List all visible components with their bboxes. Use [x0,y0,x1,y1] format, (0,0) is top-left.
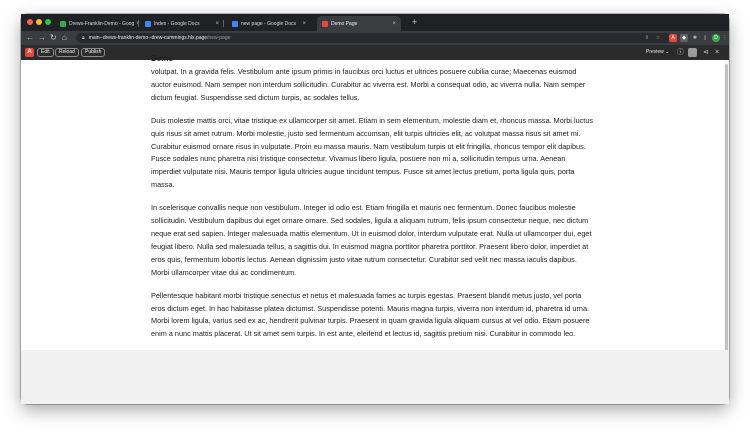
url-path: /new-page [207,35,231,41]
close-icon[interactable]: × [715,49,720,56]
tab-demo-page[interactable] [317,16,401,31]
edit-button[interactable]: Edit [37,48,54,57]
sidekick-bar [21,45,729,60]
minimize-window-icon[interactable] [36,19,42,25]
tab-index-google-docs[interactable] [140,16,224,31]
preview-dropdown[interactable] [646,49,669,55]
paragraph: Duis molestie mattis orci, vitae tristique ex ullamcorper sit amet. Etiam in sem elementum, molestie diam et, rhoncus massa. Morbi luctus quis risus sit amet rutrum. Morbi molestie, justo sed fermentum accumsan, elit turpis ultricies elit, ac volutpat massa risus sit amet mi. Curabitur euismod ornare risus in vulputate. Proin eu massa mauris. Nam vestibulum turpis ut elit fringilla, rhoncus tempor elit dapibus. Fusce sodales nunc pharetra nisi tristique consectetur. Vivamus libero ligula, posuere non mi a, sollicitudin tempus urna. Aenean imperdiet vulputate nisi. Mauris tempor ligula ultricies augue tincidunt tempus. Fusce sit amet lectus pretium, porta ligula quis, porta massa. [151,115,594,190]
forward-icon[interactable]: → [38,33,46,42]
docs-icon [145,21,151,27]
sidekick-extension-icon[interactable]: A [669,34,677,42]
tab-close-icon[interactable]: × [215,20,219,27]
close-window-icon[interactable] [27,19,33,25]
paragraph: In scelerisque convallis neque non vestibulum. Integer id odio est. Etiam fringilla et mauris nec fermentum. Donec faucibus molestie sollicitudin. Vestibulum dapibus dui eget ornare ornare. Sed sodales, ligula a aliquam rutrum, felis ipsum consectetur neque, nec dictum neque erat sed sapien. Integer malesuada mattis elementum. Ut in euismod dolor, interdum vulputate erat. Nulla ut ullamcorper dui, eget feugiat libero. Nulla sed malesuada tellus, a sagittis dui. In euismod magna porttitor pharetra porttitor. Praesent libero dolor, imperdiet at eros quis, fermentum lobortis lectus. Aenean dignissim justo vitae rutrum consectetur. Curabitur sed velit nec massa iaculis dapibus. Morbi ullamcorper vitae dui ac condimentum. [151,203,592,277]
tab-new-page-google-docs[interactable] [227,16,311,31]
new-tab-icon[interactable]: + [412,17,418,27]
drive-icon [60,21,66,27]
browser-toolbar [21,31,729,45]
page-heading: Demo [151,54,174,63]
maximize-window-icon[interactable] [45,19,51,25]
article-body [151,66,597,351]
share-icon[interactable]: ⇪ [644,35,650,41]
reload-button[interactable]: Reload [55,48,79,57]
publish-button[interactable]: Publish [81,48,105,57]
reload-icon[interactable]: ↻ [50,33,57,42]
app-logo-icon[interactable]: A [25,48,34,57]
extension-icon[interactable]: ◆ [680,34,688,42]
paragraph: volutpat. In a gravida felis. Vestibulum ante ipsum primis in faucibus orci luctus et ultrices posuere cubilia curae; Maecenas euismod auctor euismod. Nam semper non interdum sollicitudin. Curabitur ac viverra est. Morbi a consequat odio, ac viverra nulla. Nam semper dictum feugiat. Suspendisse sed dictum turpis, ac sodales tellus. [151,67,586,102]
user-avatar[interactable] [688,48,697,57]
tab-separator [223,20,224,27]
profile-avatar[interactable]: D [712,34,720,42]
side-panel-icon[interactable]: ▯ [703,35,707,41]
info-icon[interactable]: ⓘ [677,49,684,56]
puzzle-extensions-icon[interactable]: ✱ [692,35,698,41]
url-host: main--drews-franklin-demo--drew-cummings.hlx.page [88,35,208,41]
docs-icon [232,21,238,27]
page-content [21,54,729,396]
paragraph: Pellentesque habitant morbi tristique senectus et netus et malesuada fames ac turpis egestas. Praesent blandit metus justo, vel porta eros dictum eget. In hac habitasse platea dictumst. Suspendisse potenti. Mauris magna turpis, viverra non interdum id, pharetra id urna. Morbi lorem ligula, varius sed ex ac, hendrerit pulvinar turpis. Praesent in quam gravida ligula aliquam cursus at vel odio. Etiam posuere enim a nunc mattis placerat. Ut sit amet sem turpis. In est ante, eleifend et lectus id, sagittis pretium nisi. Curabitur in commodo leo. [151,290,590,339]
tab-close-icon[interactable]: × [302,20,306,27]
address-bar[interactable] [76,33,672,43]
tab-separator [138,20,139,27]
page-footer [21,350,729,404]
share-icon[interactable]: ⋖ [703,49,709,56]
tab-close-icon[interactable]: × [392,20,396,27]
browser-window [21,14,729,404]
home-icon[interactable]: ⌂ [62,33,67,42]
tab-label: Drews-Franklin-Demo - Goog [69,20,135,27]
app-logo-icon [322,21,328,27]
preview-label: Preview [646,49,664,55]
lock-icon: 🔒︎ [82,35,85,41]
tab-strip [21,14,729,31]
tab-label: Index - Google Docs [154,20,200,27]
scrollbar-thumb[interactable] [725,64,728,390]
tab-label: new page - Google Docs [241,20,297,27]
bookmark-star-icon[interactable]: ☆ [655,35,661,41]
chevron-down-icon: ⌄ [665,49,670,55]
tab-drews-franklin-demo[interactable] [55,16,139,31]
more-menu-icon[interactable]: ⋮ [722,35,728,41]
back-icon[interactable]: ← [26,33,34,42]
tab-label: Demo Page [331,20,358,27]
